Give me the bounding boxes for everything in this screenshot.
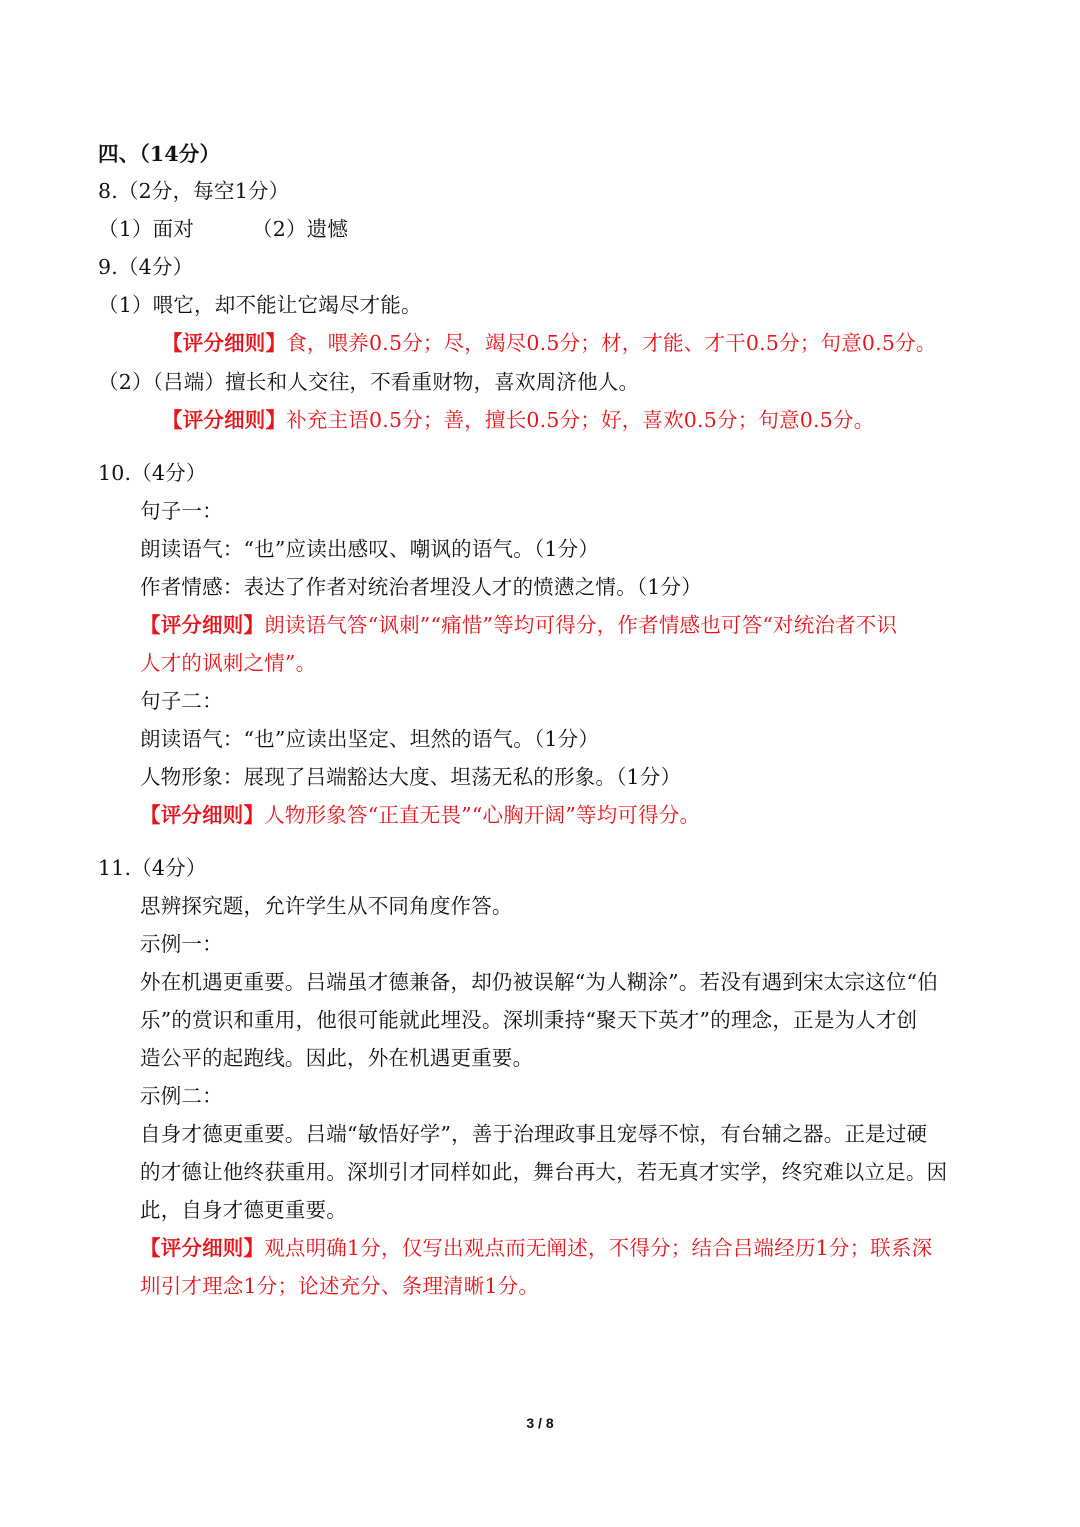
q11-example-1-line-1: 外在机遇更重要。吕端虽才德兼备，却仍被误解“为人糊涂”。若没有遇到宋太宗这位“伯 bbox=[140, 970, 938, 994]
q11-number: 11.（4分） bbox=[98, 856, 207, 880]
q10-sentence-2-tone: 朗读语气：“也”应读出坚定、坦然的语气。（1分） bbox=[140, 727, 600, 751]
q10-sentence-1-label: 句子一： bbox=[140, 499, 223, 523]
q10-rubric-1-cont: 人才的讽刺之情”。 bbox=[140, 651, 317, 675]
q10-sentence-2-label: 句子二： bbox=[140, 689, 223, 713]
q10-sentence-1-tone: 朗读语气：“也”应读出感叹、嘲讽的语气。（1分） bbox=[140, 537, 600, 561]
rubric-tag: 【评分细则】 bbox=[140, 803, 265, 827]
q11-example-2-line-1: 自身才德更重要。吕端“敏悟好学”，善于治理政事且宠辱不惊，有台辅之器。正是过硬 bbox=[140, 1122, 928, 1146]
q11-example-2-line-3: 此，自身才德更重要。 bbox=[140, 1198, 347, 1222]
q8-number: 8.（2分，每空1分） bbox=[98, 179, 290, 203]
q11-example-1-label: 示例一： bbox=[140, 932, 223, 956]
rubric-text: 人物形象答“正直无畏”“心胸开阔”等均可得分。 bbox=[264, 803, 701, 827]
q11-intro: 思辨探究题，允许学生从不同角度作答。 bbox=[140, 894, 513, 918]
q9-answer-2: （2）（吕端）擅长和人交往，不看重财物，喜欢周济他人。 bbox=[98, 370, 640, 394]
q10-sentence-2-image: 人物形象：展现了吕端豁达大度、坦荡无私的形象。（1分） bbox=[140, 765, 682, 789]
q8-answer-2: （2）遗憾 bbox=[252, 217, 349, 241]
page-number: 3 / 8 bbox=[526, 1415, 554, 1431]
q9-rubric-2 bbox=[162, 405, 874, 435]
q9-number: 9.（4分） bbox=[98, 255, 194, 279]
q11-rubric bbox=[140, 1233, 932, 1263]
q11-example-2-label: 示例二： bbox=[140, 1084, 223, 1108]
q9-answer-1: （1）喂它，却不能让它竭尽才能。 bbox=[98, 293, 422, 317]
q11-rubric-cont: 圳引才理念1分；论述充分、条理清晰1分。 bbox=[140, 1274, 540, 1298]
section-heading: 四、（14分） bbox=[98, 142, 221, 166]
rubric-text: 朗读语气答“讽刺”“痛惜”等均可得分，作者情感也可答“对统治者不识 bbox=[264, 613, 898, 637]
rubric-tag: 【评分细则】 bbox=[162, 408, 287, 432]
q11-example-1-line-2: 乐”的赏识和重用，他很可能就此埋没。深圳秉持“聚天下英才”的理念，正是为人才创 bbox=[140, 1008, 918, 1032]
q10-number: 10.（4分） bbox=[98, 461, 207, 485]
q10-rubric-1 bbox=[140, 610, 897, 640]
rubric-tag: 【评分细则】 bbox=[140, 613, 265, 637]
rubric-tag: 【评分细则】 bbox=[162, 331, 287, 355]
rubric-tag: 【评分细则】 bbox=[140, 1236, 265, 1260]
q10-rubric-2 bbox=[140, 800, 700, 830]
q10-sentence-1-emotion: 作者情感：表达了作者对统治者埋没人才的愤懑之情。（1分） bbox=[140, 575, 702, 599]
q11-example-2-line-2: 的才德让他终获重用。深圳引才同样如此，舞台再大，若无真才实学，终究难以立足。因 bbox=[140, 1160, 948, 1184]
q8-answer-1: （1）面对 bbox=[98, 217, 195, 241]
rubric-text: 观点明确1分，仅写出观点而无阐述，不得分；结合吕端经历1分；联系深 bbox=[264, 1236, 933, 1260]
rubric-text: 补充主语0.5分；善，擅长0.5分；好，喜欢0.5分；句意0.5分。 bbox=[286, 408, 875, 432]
rubric-text: 食，喂养0.5分；尽，竭尽0.5分；材，才能、才干0.5分；句意0.5分。 bbox=[286, 331, 937, 355]
q11-example-1-line-3: 造公平的起跑线。因此，外在机遇更重要。 bbox=[140, 1046, 534, 1070]
q9-rubric-1 bbox=[162, 328, 937, 358]
